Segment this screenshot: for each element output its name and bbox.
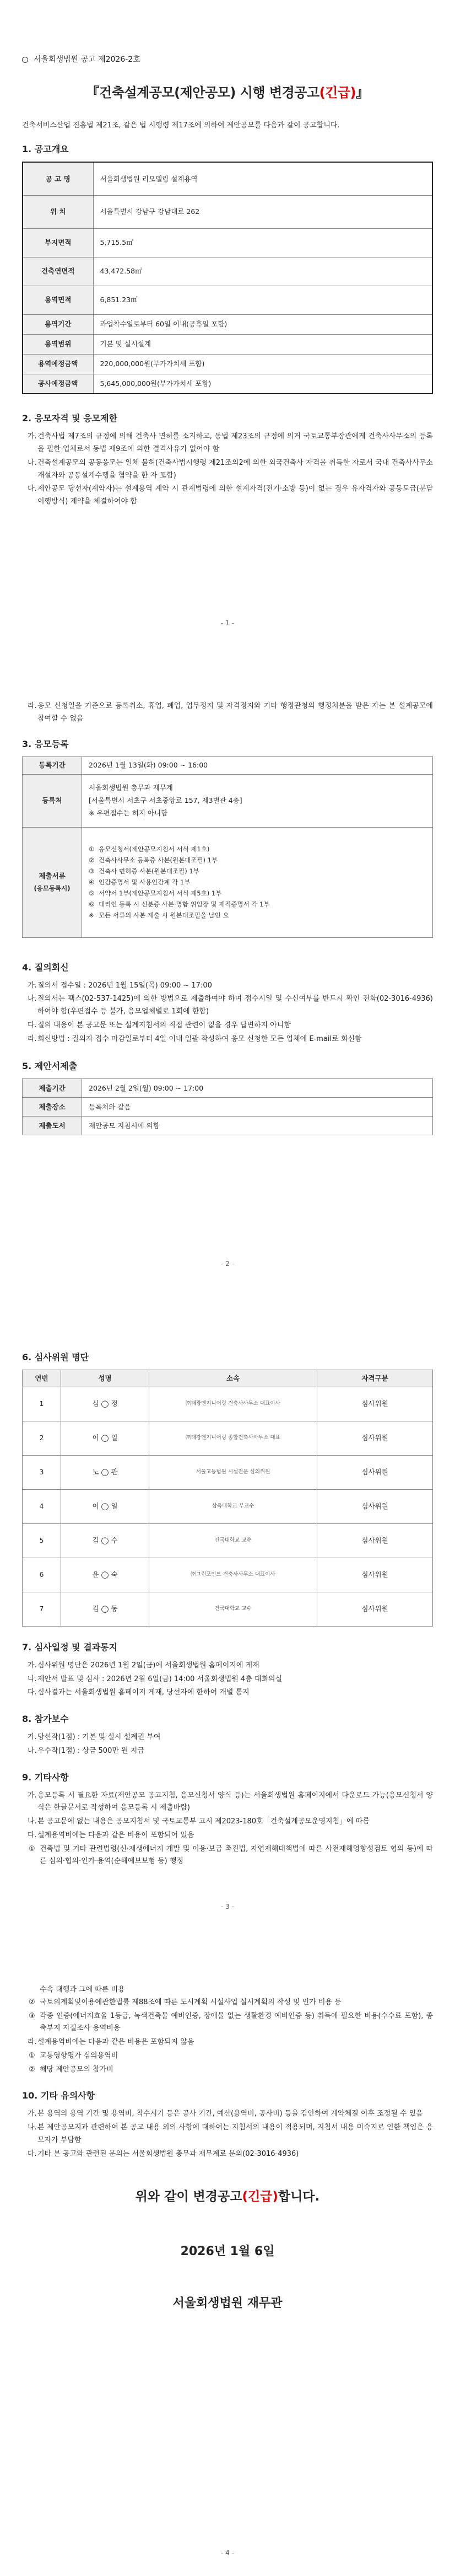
list-item: ① 건축법 및 기타 관련법령(신·재생에너지 개발 및 이용·보급 촉진법, 자연재해대책법에 따른 사전재해영향성검토 협의 등)에 따른 심의·협의·인가·용역(순해예보보험 등) 행정 <box>29 1844 433 1866</box>
row-value: 제안공모 지침서에 의함 <box>82 1117 433 1135</box>
table-row <box>23 1079 433 1098</box>
page-1 <box>0 53 455 509</box>
cost-continued: 수속 대행과 그에 따른 비용 <box>40 1985 125 1994</box>
table-row <box>23 1117 433 1135</box>
list-item: ③ 각종 인증(에너지효율 1등급, 녹색건축물 예비인증, 장애물 없는 생활환경 예비인증 등) 취득에 필요한 비용(수수료 포함), 종축부지 지질조사 용역비용 <box>29 2011 433 2033</box>
closing-statement: 위와 같이 변경공고(긴급)합니다. <box>135 2189 320 2204</box>
section-heading: 6. 심사위원 명단 <box>22 1352 89 1362</box>
row-value: 등록처와 같음 <box>82 1098 433 1117</box>
list-item: 가. 당선작(1점) : 기본 및 실시 설계권 부여 <box>28 1733 161 1742</box>
list-item: ⑥ 대리인 등록 시 신분증 사본·명함 위임장 및 재직증명서 각 1부 <box>89 900 270 909</box>
list-item: 나. 질의서는 팩스(02-537-1425)에 의한 방법으로 제출하여야 하며 접수시일 및 수신여부를 반드시 확인 전화(02-3016-4936)하여야 함(우편접수 등 불가, 응모업체별로 1회에 한함) <box>28 995 433 1016</box>
list-item: 가. 응모등록 시 필요한 자료(제안공모 공고지침, 응모신청서 양식 등)는 서울회생법원 홈페이지에서 다운로드 가능(응모신청서 양식은 한글문서로 작성하여 응모등록 시 제출바람) <box>28 1791 433 1812</box>
section-heading: 4. 질의회신 <box>22 962 69 973</box>
page-2 <box>0 700 455 1135</box>
jury-name: 심 ◯ 정 <box>61 1387 149 1421</box>
section-heading: 5. 제안서제출 <box>22 1061 78 1072</box>
documents-label: 제출서류 (응모등록시) <box>23 827 82 937</box>
row-label: 제출도서 <box>23 1117 82 1135</box>
row-value: 기본 및 실시설계 <box>93 334 432 354</box>
document-title: 『건축설계공모(제안공모) 시행 변경공고(긴급)』 <box>86 84 369 100</box>
intro-text: 건축서비스산업 진흥법 제21조, 같은 법 시행령 제17조에 의하여 제안공모를 다음과 같이 공고합니다. <box>22 121 340 130</box>
section-heading: 8. 참가보수 <box>22 1714 69 1725</box>
column-header: 자격구분 <box>317 1370 433 1387</box>
jury-name: 김 ◯ 동 <box>61 1592 149 1626</box>
row-value: 서울회생법원 리모델링 설계용역 <box>93 162 432 195</box>
row-value: 서울특별시 강남구 강남대로 262 <box>93 195 432 228</box>
column-header: 소속 <box>149 1370 317 1387</box>
jury-number: 5 <box>23 1523 61 1558</box>
list-item: 가. 본 용역의 용역 기간 및 용역비, 착수시기 등은 공사 기간, 예산(용역비, 공사비) 등을 감안하여 계약체결 이후 조정될 수 있음 <box>28 2110 423 2118</box>
jury-affiliation: ㈜태광엔지니어링 건축사사무소 대표이사 <box>149 1387 317 1421</box>
row-value: 과업착수일로부터 60일 이내(공휴일 포함) <box>93 314 432 334</box>
row-label: 위 치 <box>23 195 93 228</box>
row-value: 5,715.5㎡ <box>93 228 432 257</box>
jury-name: 윤 ◯ 숙 <box>61 1558 149 1592</box>
table-row <box>23 228 432 257</box>
jury-number: 2 <box>23 1421 61 1455</box>
table-row <box>23 314 432 334</box>
jury-name: 노 ◯ 관 <box>61 1455 149 1489</box>
table-row <box>23 1421 433 1455</box>
list-item: 라. 회신방법 : 질의자 접수 마감일로부터 4일 이내 일괄 작성하여 응모 신청한 모든 업체에 E-mail로 회신함 <box>28 1034 362 1043</box>
table-row <box>23 1455 433 1489</box>
column-header: 연번 <box>23 1370 61 1387</box>
jury-role: 심사위원 <box>317 1489 433 1523</box>
jury-name: 이 ◯ 일 <box>61 1489 149 1523</box>
list-item: 다. 질의 내용이 본 공고문 또는 설계지침서의 직접 관련이 없을 경우 답변하지 아니함 <box>28 1021 291 1029</box>
row-label: 용역기간 <box>23 314 93 334</box>
table-row <box>23 195 432 228</box>
list-item: 나. 건축설계공모의 공동응모는 일체 불허(건축사법시행령 제21조의2에 의한 외국건축사 자격을 취득한 자로서 국내 건축사사무소 개설자와 공동설계수행을 협약을 한 자 포함) <box>28 458 433 480</box>
list-item: 나. 우수작(1점) : 상금 500만 원 지급 <box>28 1746 144 1755</box>
registration-place-value: 서울회생법원 총무과 재무계 [서울특별시 서초구 서초중앙로 157, 제3별관 4층] ※ 우편접수는 허지 아니함 <box>82 774 433 827</box>
row-value: 6,851.23㎡ <box>93 286 432 314</box>
jury-affiliation: ㈜그린포인트 건축사사무소 대표이사 <box>149 1558 317 1592</box>
page-3 <box>0 1341 455 1869</box>
schedule-list <box>22 1660 433 1699</box>
jury-number: 1 <box>23 1387 61 1421</box>
list-item: 나. 본 공고문에 없는 내용은 공모지침서 및 국토교통부 고시 제2023-180호「건축설계공모운영지침」에 따름 <box>28 1817 370 1826</box>
row-label: 공 고 명 <box>23 162 93 195</box>
jury-table <box>22 1370 433 1627</box>
table-row <box>23 286 432 314</box>
list-item: ④ 인감증명서 및 사용인감계 각 1부 <box>89 878 191 886</box>
jury-role: 심사위원 <box>317 1592 433 1626</box>
page-number: - 4 - <box>221 2549 234 2557</box>
section-heading: 9. 기타사항 <box>22 1772 69 1783</box>
list-item: 다. 설계용역비에는 다음과 같은 비용이 포함되어 있음 <box>28 1831 194 1839</box>
section-heading: 10. 기타 유의사항 <box>22 2090 95 2101</box>
list-item: ① 교통영향평가 심의용역비 <box>29 2051 118 2060</box>
row-label: 용역면적 <box>23 286 93 314</box>
closing-date: 2026년 1월 6일 <box>180 2244 275 2258</box>
jury-number: 3 <box>23 1455 61 1489</box>
list-item: 라. 설계용역비에는 다음과 같은 비용은 포함되지 않음 <box>28 2038 194 2046</box>
section-heading: 1. 공고개요 <box>22 144 69 155</box>
reward-list <box>22 1731 433 1758</box>
jury-role: 심사위원 <box>317 1387 433 1421</box>
jury-affiliation: 건국대학교 교수 <box>149 1523 317 1558</box>
registration-period-label: 등록기간 <box>23 756 82 774</box>
cost-list-continued <box>22 1997 433 2035</box>
page-number: - 3 - <box>221 1903 234 1910</box>
registration-place-label: 등록처 <box>23 774 82 827</box>
table-row <box>23 1098 433 1117</box>
list-item: 라. 응모 신청일을 기준으로 등록취소, 휴업, 폐업, 업무정지 및 자격정지와 기타 행정관청의 행정처분을 받은 자는 본 설계공모에 참여할 수 없음 <box>28 702 433 723</box>
row-label: 제출기간 <box>23 1079 82 1098</box>
qualification-list-continued <box>22 700 433 726</box>
row-value: 2026년 2월 2일(월) 09:00 ~ 17:00 <box>82 1079 433 1098</box>
list-item: 가. 건축사법 제7조의 규정에 의해 건축사 면허를 소지하고, 동법 제23조의 규정에 의거 국토교통부장관에게 건축사사무소의 등록을 필한 업체로서 동법 제9조에 의한 결격사유가 없어야 함 <box>28 432 433 453</box>
jury-number: 6 <box>23 1558 61 1592</box>
registration-table <box>22 756 433 938</box>
list-item: ① 응모신청서(제안공모지침서 서식 제1호) <box>89 845 210 853</box>
list-item: 가. 질의서 접수일 : 2026년 1월 15일(목) 09:00 ~ 17:00 <box>28 981 212 990</box>
table-row <box>23 354 432 374</box>
jury-role: 심사위원 <box>317 1523 433 1558</box>
submission-table <box>22 1078 433 1135</box>
jury-name: 이 ◯ 일 <box>61 1421 149 1455</box>
issuer: 서울회생법원 재무관 <box>172 2296 283 2310</box>
jury-role: 심사위원 <box>317 1455 433 1489</box>
row-label: 제출장소 <box>23 1098 82 1117</box>
jury-affiliation: ㈜태강엔지니어링 종합건축사사무소 대표 <box>149 1421 317 1455</box>
list-item: ※ 모든 서류의 사본 제출 시 원본대조필을 날인 요 <box>89 911 229 920</box>
row-value: 5,645,000,000원(부가가치세 포함) <box>93 374 432 394</box>
misc-list <box>22 1790 433 1842</box>
jury-role: 심사위원 <box>317 1421 433 1455</box>
list-item: 나. 본 제안공모지과 관련하여 본 공고 내용 외의 사항에 대하여는 지침서의 내용이 적용되며, 지침서 내용 미숙지로 인한 책임은 응모자가 부담함 <box>28 2123 433 2144</box>
list-item: ② 국토의계획및이용에관한법률 제88조에 따른 도시계획 시설사업 실시계획의 작성 및 인가 비용 등 <box>29 1998 342 2006</box>
cost-list <box>22 1843 433 1869</box>
list-item: ② 건축사사무소 등록증 사본(원본대조필) 1부 <box>89 856 218 864</box>
list-item: 다. 제안공모 당선자(계약자)는 설계용역 계약 시 관계법령에 의한 설계자격(전기·소방 등)이 없는 경우 유자격자와 공동도급(분담이행방식) 계약을 체결하여야 함 <box>28 485 433 506</box>
jury-number: 7 <box>23 1592 61 1626</box>
registration-period-value: 2026년 1월 13일(화) 09:00 ~ 16:00 <box>82 756 433 774</box>
table-row <box>23 1592 433 1626</box>
jury-affiliation: 건국대학교 교수 <box>149 1592 317 1626</box>
row-value: 220,000,000원(부가가치세 포함) <box>93 354 432 374</box>
qualification-list <box>22 431 433 508</box>
list-item: ⑤ 서약서 1부(제안공모지침서 서식 제5호) 1부 <box>89 889 222 898</box>
table-row <box>23 374 432 394</box>
section-heading: 3. 응모등록 <box>22 738 69 749</box>
table-row <box>23 257 432 286</box>
overview-table <box>22 162 433 394</box>
list-item: 다. 심사결과는 서울회생법원 홈페이지 게재, 당선자에 한하여 개별 통지 <box>28 1688 250 1697</box>
list-item: 나. 제안서 발표 및 심사 : 2026년 2월 6일(금) 14:00 서울회생법원 4층 대회의실 <box>28 1675 283 1683</box>
table-row <box>23 1523 433 1558</box>
row-label: 건축연면적 <box>23 257 93 286</box>
row-label: 용역범위 <box>23 334 93 354</box>
page-number: - 2 - <box>221 1260 234 1268</box>
jury-role: 심사위원 <box>317 1558 433 1592</box>
circle-bullet-icon <box>22 57 28 63</box>
table-row <box>23 334 432 354</box>
jury-affiliation: 삼육대학교 부교수 <box>149 1489 317 1523</box>
list-item: ③ 건축사 면허증 사본(원본대조필) 1부 <box>89 867 199 875</box>
list-item: ② 해당 제안공모의 참가비 <box>29 2065 113 2074</box>
row-value: 43,472.58㎡ <box>93 257 432 286</box>
row-label: 용역예정금액 <box>23 354 93 374</box>
column-header: 성명 <box>61 1370 149 1387</box>
jury-affiliation: 서울고등법원 시설전문 심의위원 <box>149 1455 317 1489</box>
notes-list <box>22 2108 433 2160</box>
notice-number: 서울회생법원 공고 제2026-2호 <box>22 53 433 67</box>
jury-number: 4 <box>23 1489 61 1523</box>
misc-list-continued <box>22 2036 433 2049</box>
table-row <box>23 162 432 195</box>
section-heading: 7. 심사일정 및 결과통지 <box>22 1641 118 1652</box>
page-4 <box>0 1984 455 2315</box>
jury-name: 김 ◯ 수 <box>61 1523 149 1558</box>
section-heading: 2. 응모자격 및 응모제한 <box>22 413 118 424</box>
list-item: 가. 심사위원 명단은 2026년 1월 2일(금)에 서울회생법원 홈페이지에 게재 <box>28 1661 259 1670</box>
list-item: 다. 기타 본 공고와 관련된 문의는 서울회생법원 총무과 재무계로 문의(02-3016-4936) <box>28 2149 299 2158</box>
table-row <box>23 1558 433 1592</box>
row-label: 공사예정금액 <box>23 374 93 394</box>
page-number: - 1 - <box>221 619 234 627</box>
row-label: 부지면적 <box>23 228 93 257</box>
documents-value <box>82 827 433 937</box>
excluded-cost-list <box>22 2050 433 2076</box>
table-row <box>23 1489 433 1523</box>
table-row <box>23 1387 433 1421</box>
qa-list <box>22 980 433 1046</box>
